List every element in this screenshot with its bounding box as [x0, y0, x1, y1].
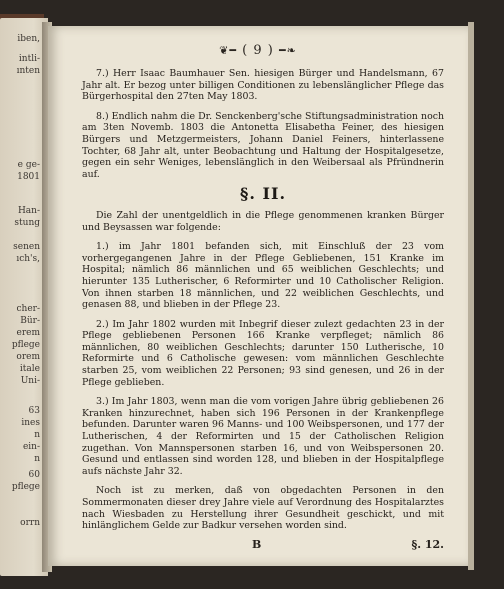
paragraph: Noch ist zu merken, daß von obgedachten Personen in den Sommermonaten dieser drey Jahre viele auf Verordnung des Hospitalarztes nach Wiesbaden zu Herstellung ihrer Gesundheit geschickt, und mit hinlänglichem Gelde zur Badkur versehen worden sind. — [82, 485, 444, 532]
left-page-text-fragment: orem — [16, 352, 40, 362]
left-page-text-fragment: iben, — [17, 34, 40, 44]
left-page-text-fragment: senen — [13, 242, 40, 252]
left-page-text-fragment: pflege — [11, 482, 40, 492]
paragraph: 1.) im Jahr 1801 befanden sich, mit Einschluß der 23 vom vorhergegangenen Jahre in der Pflege Gebliebenen, 151 Kranke im Hospital; nämlich 86 männlichen und 65 weiblichen Geschlechts; und hierunter 135 Lutherischer, 6 Reformirter und 10 Catholischer Religion. Von ihnen starben 18 männlichen, und 22 weiblichen Geschlechts, und genasen 88, und blieben in der Pflege 23. — [82, 241, 444, 311]
left-page-text-fragment: 60 — [28, 470, 40, 480]
signature-mark: B — [252, 538, 262, 551]
paragraph: Die Zahl der unentgeldlich in die Pflege genommenen kranken Bürger und Beysassen war folgende: — [82, 209, 444, 233]
left-page-text-fragment: Bür- — [20, 316, 40, 326]
left-page-text-fragment: ines — [21, 418, 40, 428]
paragraph: 3.) Im Jahr 1803, wenn man die vom vorigen Jahre übrig gebliebenen 26 Kranken hinzurechnet, haben sich 196 Personen in der Krankenpflege befunden. Darunter waren 96 Manns- und 100 Weibspersonen, und 177 der Lutherischen, 4 der Reformirten und 15 der Catholischen Religion zugethan. Von Mannspersonen starben 16, und von Weibspersonen 20. Gesund und entlassen sind worden 128, und blieben in der Hospitalpflege aufs nächste Jahr 32. — [82, 396, 444, 477]
page-number: ( 9 ) — [242, 43, 274, 58]
right-page-edge — [468, 22, 474, 570]
left-page-text-fragment: cher- — [16, 304, 40, 314]
left-page-text-fragment: intli- — [18, 54, 40, 64]
page-body — [82, 68, 444, 540]
left-page-text-fragment: n — [34, 454, 40, 464]
paragraph: 7.) Herr Isaac Baumhauer Sen. hiesigen Bürger und Handelsmann, 67 Jahr alt. Er bezog unter billigen Conditionen zu lebenslänglicher Pflege das Bürgerhospital den 27ten May 1803. — [82, 68, 444, 103]
left-page-text-fragment: 1801 — [17, 172, 40, 182]
page-footer — [82, 538, 444, 552]
paragraph: 8.) Endlich nahm die Dr. Senckenberg'sche Stiftungsadministration noch am 3ten Novemb. 1803 die Antonetta Elisabetha Feiner, des hiesigen Bürgers und Metzgermeisters, Johann Daniel Feiners, hinterlassene Tochter, 68 Jahr alt, unter Beobachtung und Haltung der Hospitalgesetze, gegen ein sehr Weniges, lebenslänglich in den Weibersaal als Pfründnerin auf. — [82, 110, 444, 180]
left-page-text-fragment: itale — [19, 364, 40, 374]
left-page-text-fragment: pflege — [11, 340, 40, 350]
left-page-text-fragment: Uni- — [20, 376, 40, 386]
left-page-text-fragment: 63 — [28, 406, 40, 416]
left-page-edge — [0, 18, 48, 576]
left-page-text-fragment: Han- — [17, 206, 40, 216]
entries-bottom — [82, 210, 444, 532]
entries-top — [82, 68, 444, 180]
left-page-text-fragment: ınten — [16, 66, 40, 76]
left-page-text-fragment: n — [34, 430, 40, 440]
left-page-text-fragment: ıch's, — [16, 254, 40, 264]
left-page-text-fragment: orrn — [20, 518, 40, 528]
running-head — [48, 43, 468, 58]
book-page — [48, 26, 468, 566]
ornament-left-icon: ❦━ — [219, 44, 238, 57]
catchword: §. 12. — [411, 538, 444, 551]
left-page-text-fragment: e ge- — [17, 160, 40, 170]
paragraph: 2.) Im Jahr 1802 wurden mit Inbegrif dieser zulezt gedachten 23 in der Pflege gebliebenen Personen 166 Kranke verpfleget; nämlich 86 männlichen, 80 weiblichen Geschlechts; darunter 150 Lutherische, 10 Reformirte und 6 Catholische gewesen: vom männlichen Geschlechte starben 25, vom weiblichen 22 Personen; 93 sind genesen, und 26 in der Pflege geblieben. — [82, 318, 444, 388]
left-page-text-fragment: ein- — [22, 442, 40, 452]
ornament-right-icon: ━❧ — [278, 44, 297, 57]
section-title: §. II. — [239, 184, 287, 204]
left-page-text-fragment: erem — [16, 328, 40, 338]
left-page-text-fragment: stung — [14, 218, 40, 228]
